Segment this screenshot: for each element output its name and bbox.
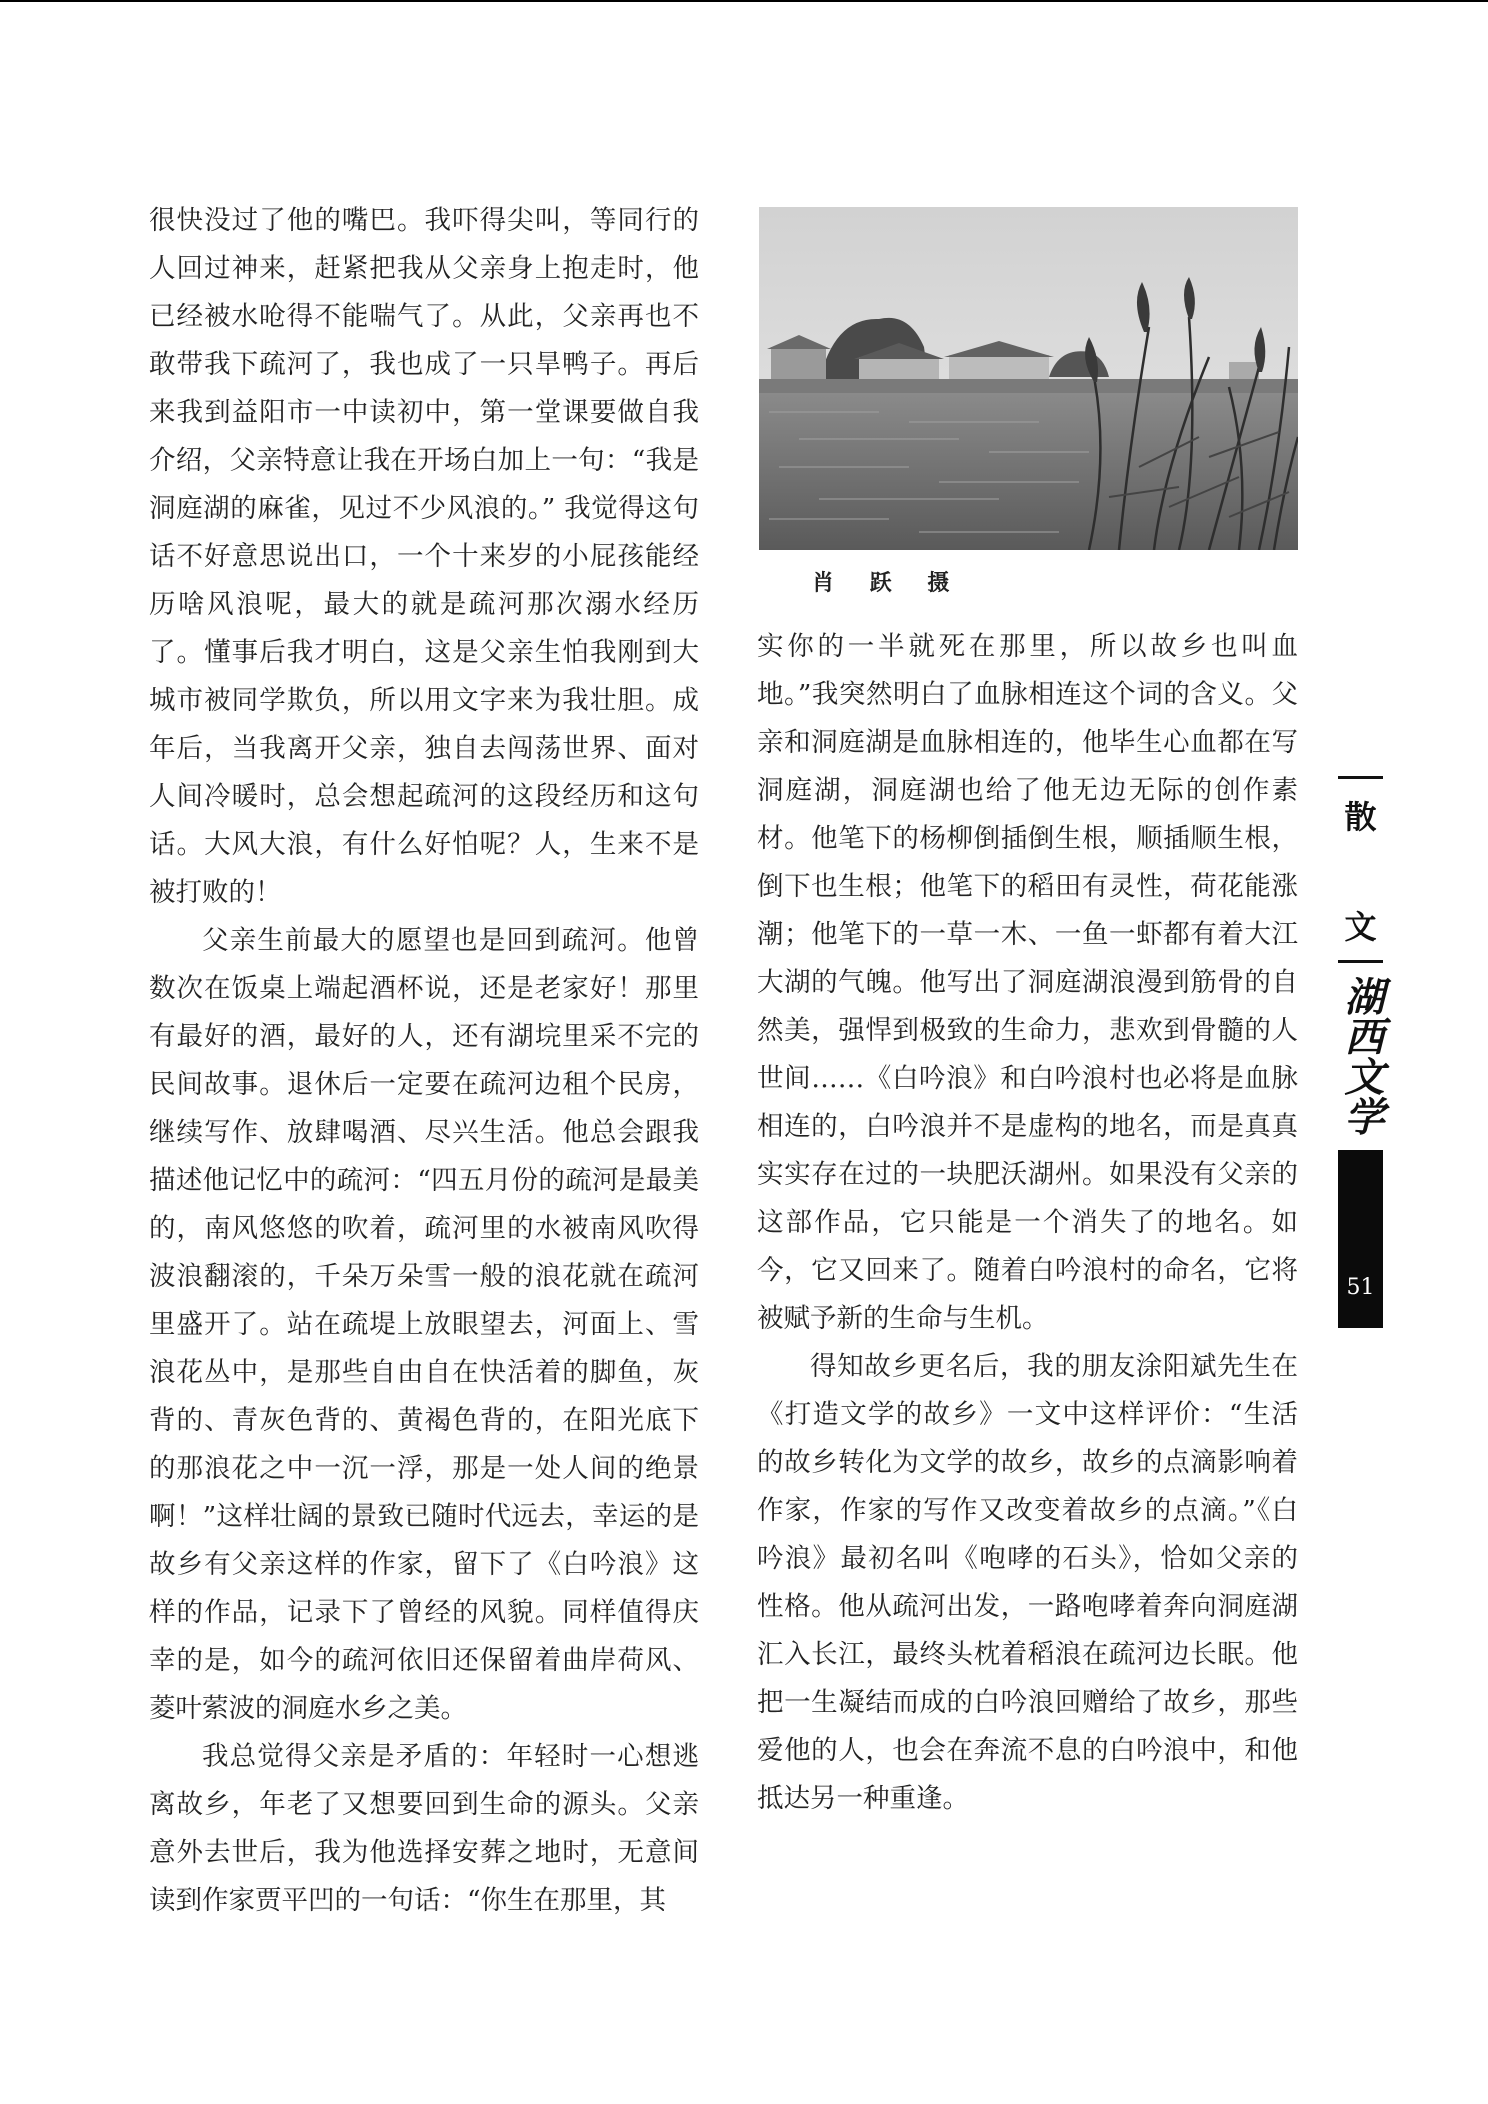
- paragraph: 很快没过了他的嘴巴。我吓得尖叫，等同行的人回过神来，赶紧把我从父亲身上抱走时，他已经被水呛得不能喘气了。从此，父亲再也不敢带我下疏河了，我也成了一只旱鸭子。再后来我到益阳市一中读初中，第一堂课要做自我介绍，父亲特意让我在开场白加上一句：“我是洞庭湖的麻雀，见过不少风浪的。” 我觉得这句话不好意思说出口，一个十来岁的小屁孩能经历啥风浪呢，最大的就是疏河那次溺水经历了。懂事后我才明白，这是父亲生怕我刚到大城市被同学欺负，所以用文字来为我壮胆。成年后，当我离开父亲，独自去闯荡世界、面对人间冷暖时，总会想起疏河的这段经历和这句话。大风大浪，有什么好怕呢？人，生来不是被打败的！: [149, 205, 699, 908]
- paragraph: 我总觉得父亲是矛盾的：年轻时一心想逃离故乡，年老了又想要回到生命的源头。父亲意外去世后，我为他选择安葬之地时，无意间读到作家贾平凹的一句话：“你生在那里，其: [149, 1741, 699, 1916]
- sidebar-rule-middle: [1338, 960, 1383, 963]
- magazine-name: [1338, 976, 1383, 1146]
- top-border: [0, 0, 1488, 2]
- page-number-block: [1338, 1150, 1383, 1328]
- sidebar-section-char: 散: [1344, 798, 1377, 836]
- sidebar-rule-top: [1338, 776, 1383, 779]
- magazine-name-text: 湖西文学: [1338, 976, 1385, 1136]
- paragraph: 实你的一半就死在那里，所以故乡也叫血地。”我突然明白了血脉相连这个词的含义。父亲和洞庭湖是血脉相连的，他毕生心血都在写洞庭湖，洞庭湖也给了他无边无际的创作素材。他笔下的杨柳倒插倒生根，顺插顺生根，倒下也生根；他笔下的稻田有灵性，荷花能涨潮；他笔下的一草一木、一鱼一虾都有着大江大湖的气魄。他写出了洞庭湖浪漫到筋骨的自然美，强悍到极致的生命力，悲欢到骨髓的人世间……《白吟浪》和白吟浪村也必将是血脉相连的，白吟浪并不是虚构的地名，而是真真实实存在过的一块肥沃湖州。如果没有父亲的这部作品，它只能是一个消失了的地名。如今，它又回来了。随着白吟浪村的命名，它将被赋予新的生命与生机。: [757, 631, 1298, 1334]
- paragraph: 得知故乡更名后，我的朋友涂阳斌先生在《打造文学的故乡》一文中这样评价：“生活的故乡转化为文学的故乡，故乡的点滴影响着作家，作家的写作又改变着故乡的点滴。”《白吟浪》最初名叫《咆哮的石头》，恰如父亲的性格。他从疏河出发，一路咆哮着奔向洞庭湖汇入长江，最终头枕着稻浪在疏河边长眠。他把一生凝结而成的白吟浪回赠给了故乡，那些爱他的人，也会在奔流不息的白吟浪中，和他抵达另一种重逢。: [757, 1351, 1298, 1814]
- page-number: 51: [1346, 1275, 1375, 1300]
- sidebar-section-char: 文: [1344, 908, 1377, 946]
- lake-photo: [759, 207, 1298, 550]
- photo-caption: 肖 跃 摄: [812, 570, 964, 596]
- article-right-column: [757, 623, 1298, 1823]
- article-left-column: [149, 197, 699, 1925]
- paragraph: 父亲生前最大的愿望也是回到疏河。他曾数次在饭桌上端起酒杯说，还是老家好！那里有最好的酒，最好的人，还有湖垸里采不完的民间故事。退休后一定要在疏河边租个民房，继续写作、放肆喝酒、尽兴生活。他总会跟我描述他记忆中的疏河：“四五月份的疏河是最美的，南风悠悠的吹着，疏河里的水被南风吹得波浪翻滚的，千朵万朵雪一般的浪花就在疏河里盛开了。站在疏堤上放眼望去，河面上、雪浪花丛中，是那些自由自在快活着的脚鱼，灰背的、青灰色背的、黄褐色背的，在阳光底下的那浪花之中一沉一浮，那是一处人间的绝景啊！”这样壮阔的景致已随时代远去，幸运的是故乡有父亲这样的作家，留下了《白吟浪》这样的作品，记录下了曾经的风貌。同样值得庆幸的是，如今的疏河依旧还保留着曲岸荷风、菱叶萦波的洞庭水乡之美。: [149, 925, 699, 1724]
